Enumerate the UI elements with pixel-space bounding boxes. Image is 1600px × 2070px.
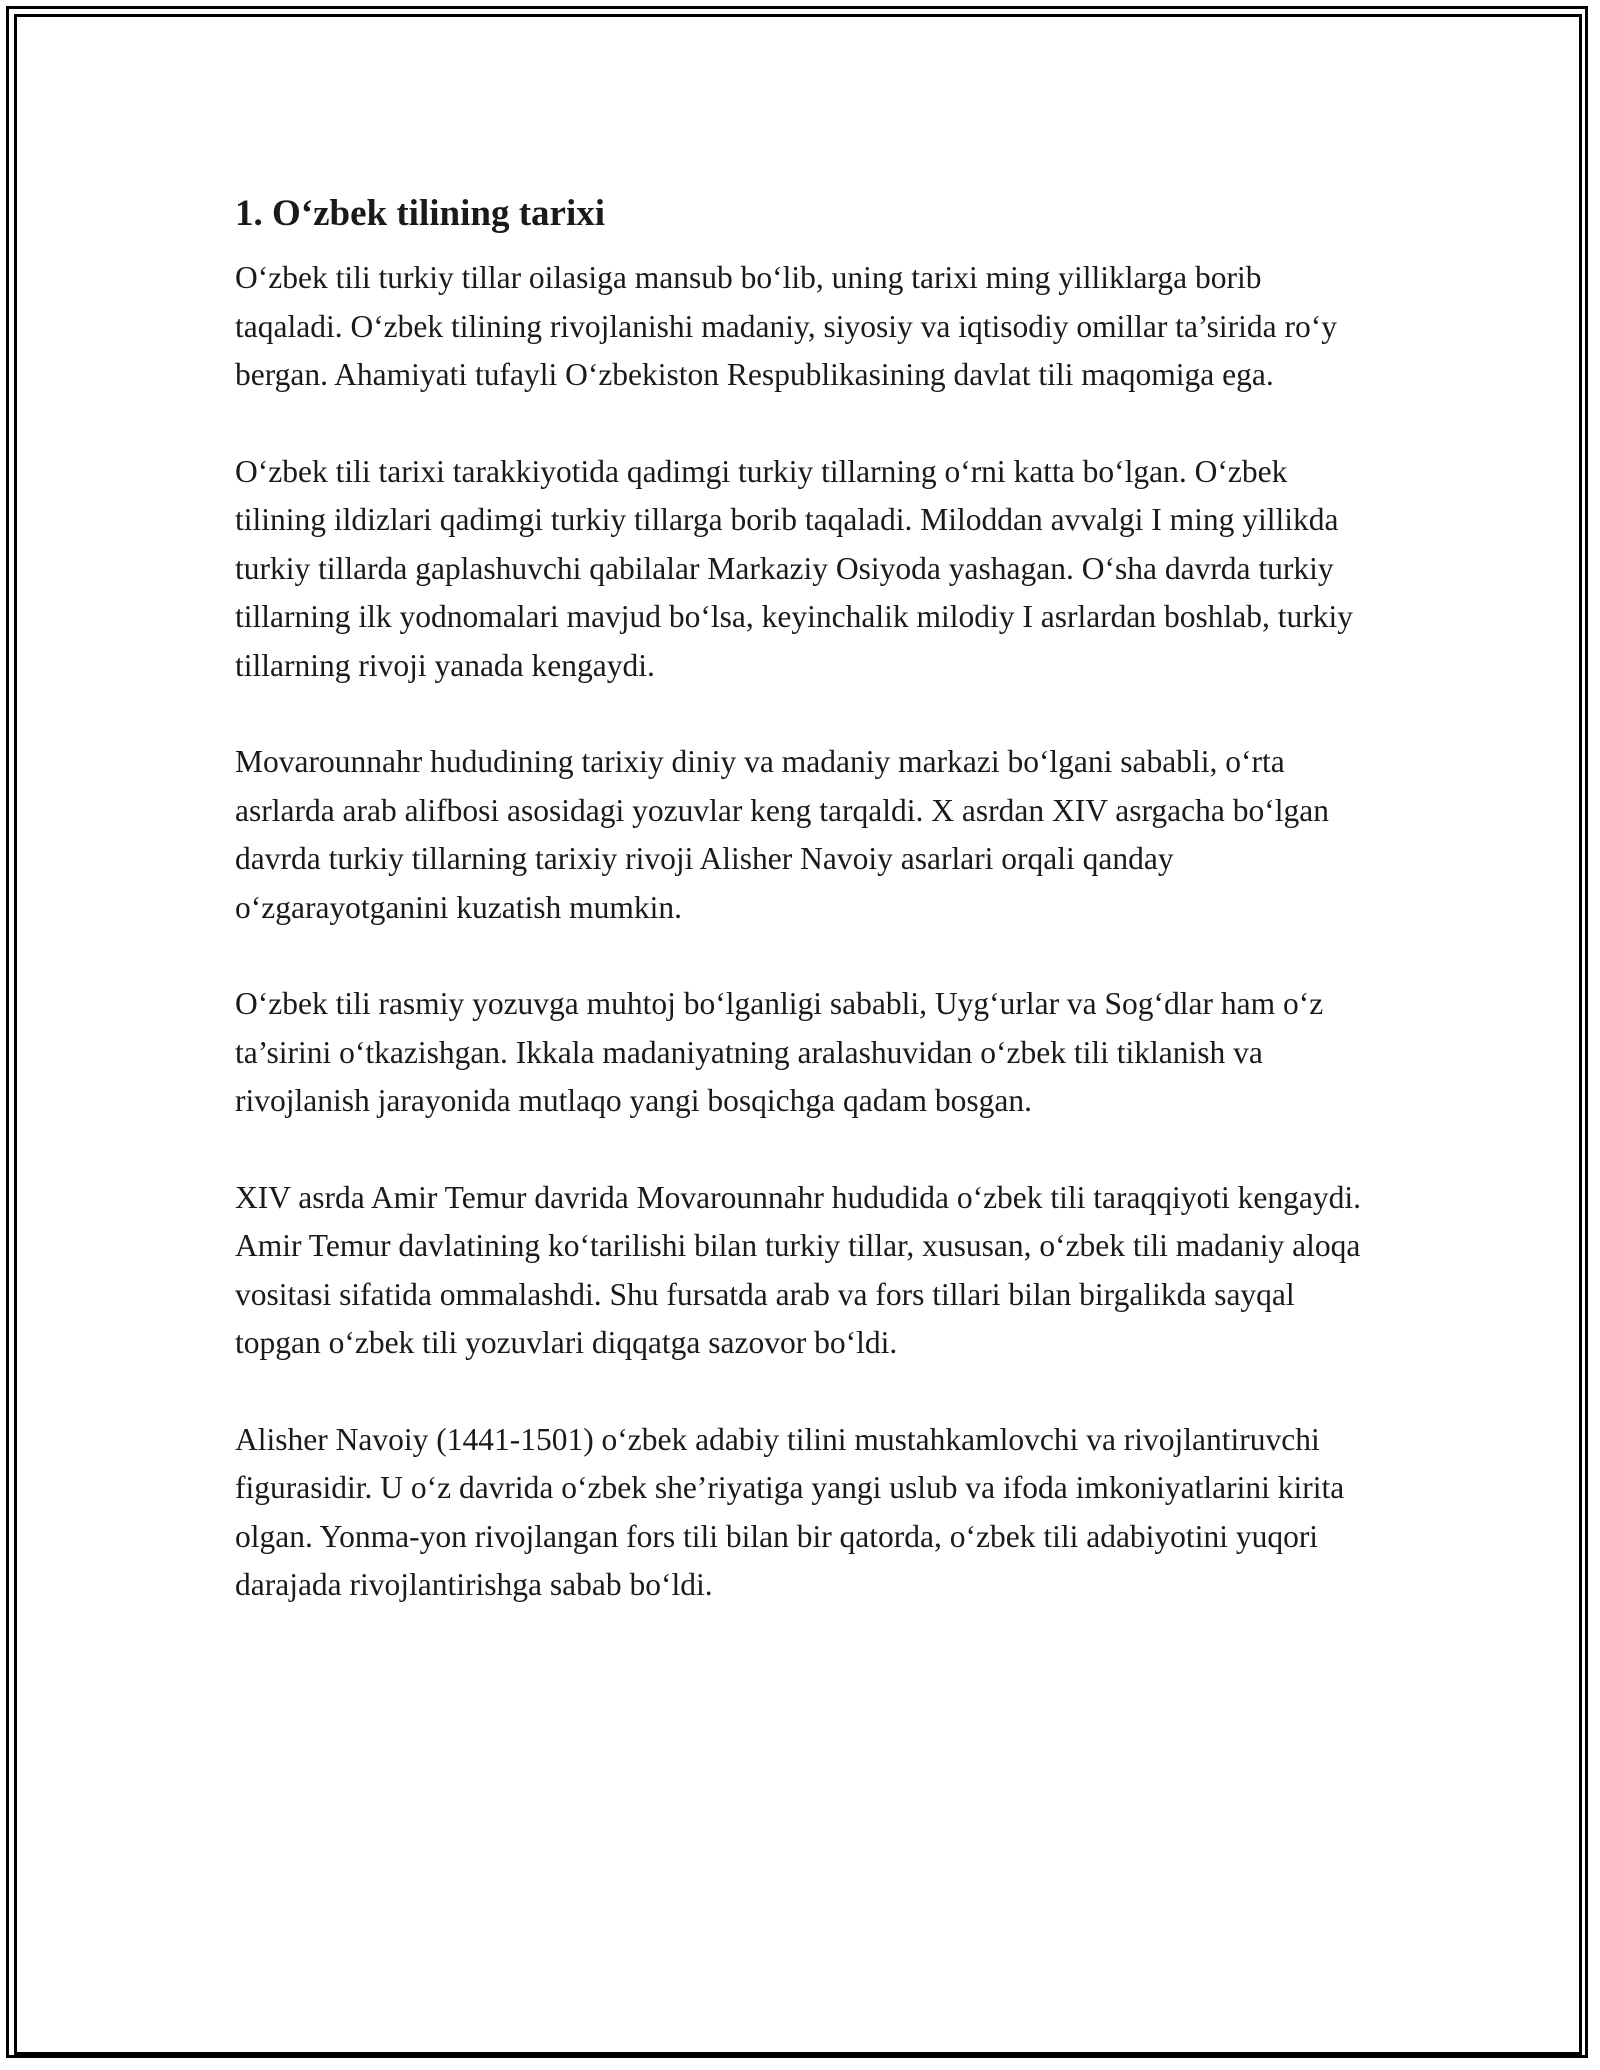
paragraph-6: Alisher Navoiy (1441-1501) o‘zbek adabiy tilini mustahkamlovchi va rivojlantiruvchi figurasidir. U o‘z davrida o‘zbek she’riyatiga yangi uslub va ifoda imkoniyatlarini kirita olgan. Yonma-yon rivojlangan fors tili bilan bir qatorda, o‘zbek tili adabiyotini yuqori darajada rivojlantirishga sabab bo‘ldi.	[235, 1421, 1345, 1602]
paragraph-1: O‘zbek tili turkiy tillar oilasiga mansub bo‘lib, uning tarixi ming yilliklarga borib taqaladi. O‘zbek tilining rivojlanishi madaniy, siyosiy va iqtisodiy omillar ta’sirida ro‘y bergan. Ahamiyati tufayli O‘zbekiston Respublikasining davlat tili maqomiga ega.	[235, 260, 1338, 392]
paragraph-2: O‘zbek tili tarixi tarakkiyotida qadimgi turkiy tillarning o‘rni katta bo‘lgan. O‘zbek tilining ildizlari qadimgi turkiy tillarga borib taqaladi. Miloddan avvalgi I ming yillikda turkiy tillarda gaplashuvchi qabilalar Markaziy Osiyoda yashagan. O‘sha davrda turkiy tillarning ilk yodnomalari mavjud bo‘lsa, keyinchalik milodiy I asrlardan boshlab, turkiy tillarning rivoji yanada kengaydi.	[235, 453, 1354, 683]
document-body	[235, 186, 1375, 1658]
section-heading: 1. O‘zbek tilining tarixi	[235, 193, 605, 234]
paragraph-3: Movarounnahr hududining tarixiy diniy va madaniy markazi bo‘lgani sababli, o‘rta asrlarda arab alifbosi asosidagi yozuvlar keng tarqaldi. X asrdan XIV asrgacha bo‘lgan davrda turkiy tillarning tarixiy rivoji Alisher Navoiy asarlari orqali qanday o‘zgarayotganini kuzatish mumkin.	[235, 744, 1329, 925]
paragraph-4: O‘zbek tili rasmiy yozuvga muhtoj bo‘lganligi sababli, Uyg‘urlar va Sog‘dlar ham o‘z ta’sirini o‘tkazishgan. Ikkala madaniyatning aralashuvidan o‘zbek tili tiklanish va rivojlanish jarayonida mutlaqo yangi bosqichga qadam bosgan.	[235, 986, 1324, 1118]
paragraph-5: XIV asrda Amir Temur davrida Movarounnahr hududida o‘zbek tili taraqqiyoti kengaydi. Amir Temur davlatining ko‘tarilishi bilan turkiy tillar, xususan, o‘zbek tili madaniy aloqa vositasi sifatida ommalashdi. Shu fursatda arab va fors tillari bilan birgalikda sayqal topgan o‘zbek tili yozuvlari diqqatga sazovor bo‘ldi.	[235, 1179, 1361, 1360]
